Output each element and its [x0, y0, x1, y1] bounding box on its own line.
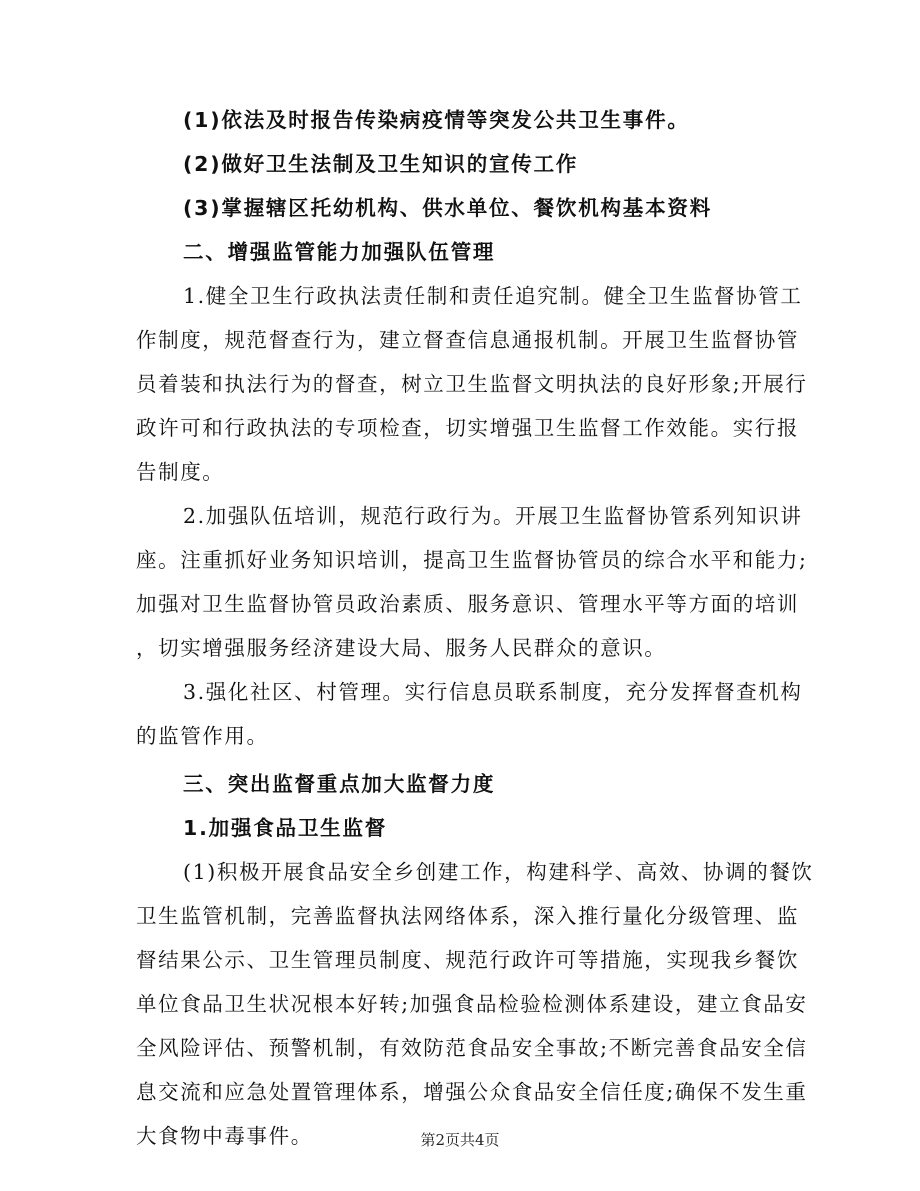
item-2-line: (2)做好卫生法制及卫生知识的宣传工作: [183, 152, 579, 176]
para-1-line: 作制度，规范督查行为，建立督查信息通报机制。开展卫生监督协管: [136, 328, 799, 352]
para-1-line: 告制度。: [136, 460, 225, 484]
para-4-line: 卫生监管机制，完善监督执法网络体系，深入推行量化分级管理、监: [136, 904, 799, 928]
para-2-line: 2.加强队伍培训，规范行政行为。开展卫生监督协管系列知识讲: [183, 504, 803, 528]
item-3-line: (3)掌握辖区托幼机构、供水单位、餐饮机构基本资料: [183, 196, 713, 220]
para-4-line: 息交流和应急处置管理体系，增强公众食品安全信任度;确保不发生重: [136, 1080, 808, 1104]
section-3-heading: 三、突出监督重点加大监督力度: [183, 772, 496, 796]
para-4-line: (1)积极开展食品安全乡创建工作，构建科学、高效、协调的餐饮: [183, 860, 814, 884]
para-2-line: 座。注重抓好业务知识培训，提高卫生监督协管员的综合水平和能力;: [136, 548, 808, 572]
para-3-line: 的监管作用。: [136, 724, 269, 748]
item-1-line: (1)依法及时报告传染病疫情等突发公共卫生事件。: [183, 108, 690, 132]
para-1-line: 1.健全卫生行政执法责任制和责任追究制。健全卫生监督协管工: [183, 284, 803, 308]
para-1-line: 政许可和行政执法的专项检查，切实增强卫生监督工作效能。实行报: [136, 416, 799, 440]
para-4-line: 督结果公示、卫生管理员制度、规范行政许可等措施，实现我乡餐饮: [136, 948, 799, 972]
para-4-line: 单位食品卫生状况根本好转;加强食品检验检测体系建设，建立食品安: [136, 992, 808, 1016]
para-4-line: 全风险评估、预警机制，有效防范食品安全事故;不断完善食品安全信: [136, 1036, 808, 1060]
para-4-line: 大食物中毒事件。: [136, 1124, 313, 1148]
para-1-line: 员着装和执法行为的督查，树立卫生监督文明执法的良好形象;开展行: [136, 372, 808, 396]
para-2-line: ，切实增强服务经济建设大局、服务人民群众的意识。: [136, 636, 667, 660]
page-number-footer: 第2页共4页: [420, 1131, 500, 1149]
subsection-1-heading: 1.加强食品卫生监督: [183, 816, 388, 840]
para-2-line: 加强对卫生监督协管员政治素质、服务意识、管理水平等方面的培训: [136, 592, 799, 616]
para-3-line: 3.强化社区、村管理。实行信息员联系制度，充分发挥督查机构: [183, 680, 803, 704]
section-2-heading: 二、增强监管能力加强队伍管理: [183, 240, 496, 264]
